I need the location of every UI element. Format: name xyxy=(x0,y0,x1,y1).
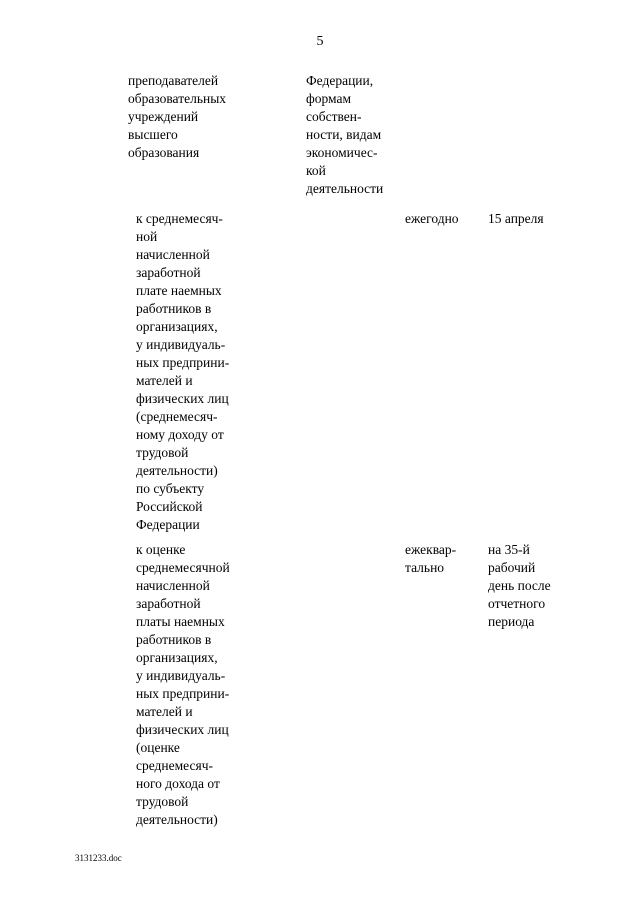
document-filename-footer: 3131233.doc xyxy=(75,853,122,863)
row-3-deadline-cell: на 35-й рабочий день после отчетного периода xyxy=(488,542,551,629)
row-1-indicator-cell: преподавателей образовательных учреждений высшего образования xyxy=(128,73,227,160)
row-2-frequency-cell: ежегодно xyxy=(405,211,459,226)
row-2-deadline-cell: 15 апреля xyxy=(488,211,544,226)
row-2-indicator-cell: к среднемесяч- ной начисленной заработной плате наемных работников в организациях, у индивидуаль- ных предприни- мателей и физических лиц (среднемесяч- ному доходу от трудовой деятельности) по субъекту Российской Федерации xyxy=(136,211,230,532)
row-3-frequency-cell: ежеквар- тально xyxy=(405,542,457,575)
row-3-indicator-cell: к оценке среднемесячной начисленной заработной платы наемных работников в организациях, у индивидуаль- ных предприни- мателей и физических лиц (оценке среднемесяч- ного дохода от трудовой деятельности) xyxy=(136,542,230,827)
page-number: 5 xyxy=(316,34,324,49)
row-1-breakdown-cell: Федерации, формам собствен- ности, видам экономичес- кой деятельности xyxy=(306,73,384,196)
